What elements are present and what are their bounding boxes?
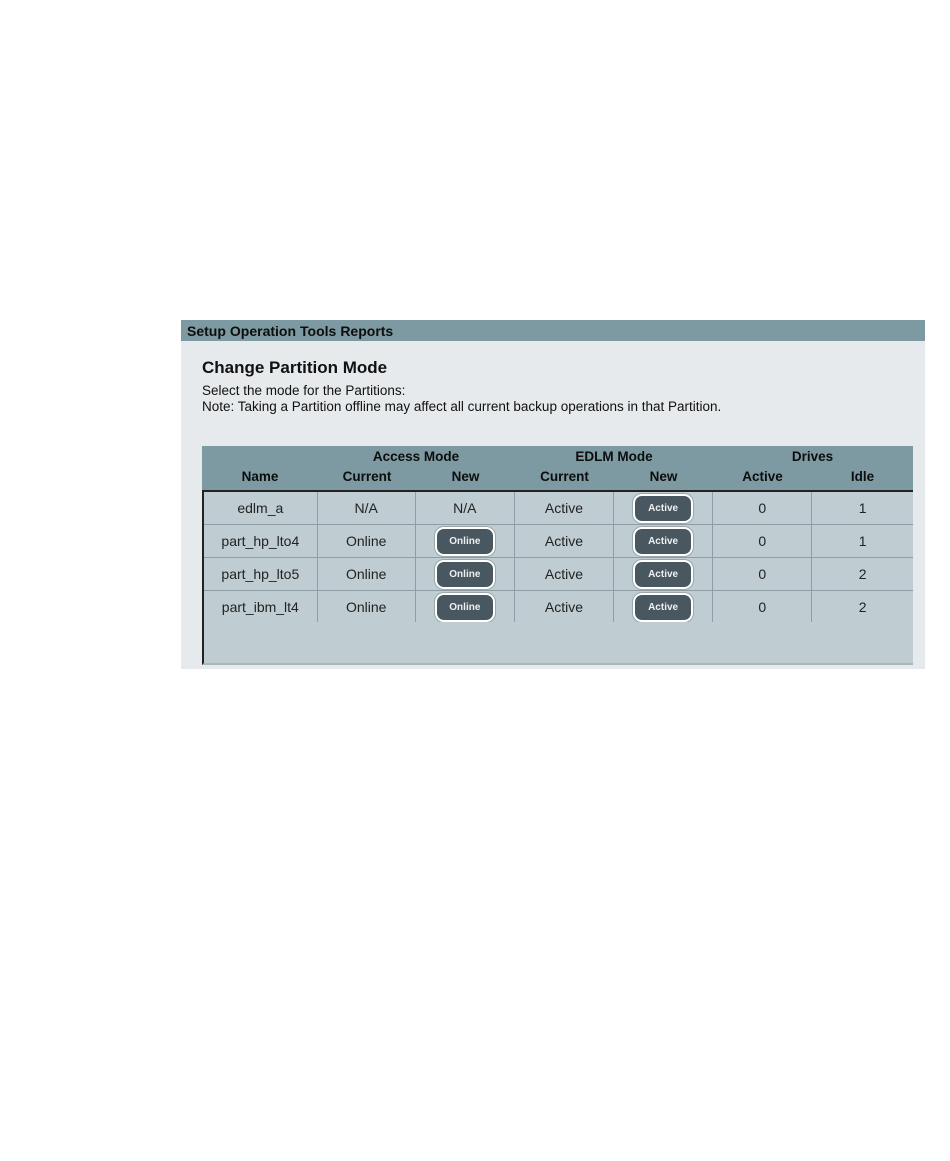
page-description <box>202 383 721 415</box>
access-mode-online-button[interactable]: Online <box>437 595 493 620</box>
edlm-mode-new-cell <box>614 491 713 525</box>
access-mode-new-cell <box>415 558 514 591</box>
drives-idle: 2 <box>812 558 913 591</box>
access-mode-current: N/A <box>317 491 415 525</box>
edlm-mode-active-button[interactable]: Active <box>635 595 691 620</box>
access-mode-new-cell <box>415 525 514 558</box>
edlm-mode-active-button[interactable]: Active <box>635 496 691 521</box>
drives-active: 0 <box>713 591 812 624</box>
access-mode-new: N/A <box>415 491 514 525</box>
access-mode-current: Online <box>317 558 415 591</box>
access-mode-current: Online <box>317 591 415 624</box>
drives-idle: 1 <box>812 491 913 525</box>
column-header-access-new: New <box>451 469 480 484</box>
menu-setup[interactable]: Setup <box>187 322 226 339</box>
table-empty-area <box>202 622 913 665</box>
partition-table <box>202 446 913 664</box>
edlm-mode-current: Active <box>514 558 613 591</box>
menu-tools[interactable]: Tools <box>300 322 337 339</box>
edlm-mode-new-cell <box>614 591 713 624</box>
group-header-drives: Drives <box>791 449 834 464</box>
edlm-mode-new-cell <box>614 558 713 591</box>
drives-active: 0 <box>713 558 812 591</box>
partition-rows <box>202 490 913 624</box>
column-header-edlm-current: Current <box>540 469 589 484</box>
table-row <box>203 525 913 558</box>
menu-operation[interactable]: Operation <box>229 322 297 339</box>
access-mode-online-button[interactable]: Online <box>437 529 493 554</box>
column-header-drives-active: Active <box>742 469 783 484</box>
change-partition-mode-panel <box>181 320 925 669</box>
partition-name: part_hp_lto5 <box>203 558 317 591</box>
drives-idle: 1 <box>812 525 913 558</box>
partition-name: part_hp_lto4 <box>203 525 317 558</box>
menu-bar <box>181 320 925 341</box>
partition-name: part_ibm_lt4 <box>203 591 317 624</box>
access-mode-current: Online <box>317 525 415 558</box>
group-header-edlm-mode: EDLM Mode <box>575 449 653 464</box>
page-title: Change Partition Mode <box>202 358 388 377</box>
edlm-mode-active-button[interactable]: Active <box>635 562 691 587</box>
description-text: Select the mode for the Partitions: <box>202 383 406 398</box>
edlm-mode-current: Active <box>514 491 613 525</box>
menu-reports[interactable]: Reports <box>340 322 394 339</box>
table-header <box>202 446 913 490</box>
column-header-drives-idle: Idle <box>850 469 875 484</box>
drives-active: 0 <box>713 525 812 558</box>
group-header-access-mode: Access Mode <box>372 449 460 464</box>
column-header-edlm-new: New <box>649 469 678 484</box>
access-mode-new-cell <box>415 591 514 624</box>
table-row <box>203 591 913 624</box>
access-mode-online-button[interactable]: Online <box>437 562 493 587</box>
column-header-access-current: Current <box>342 469 392 484</box>
drives-idle: 2 <box>812 591 913 624</box>
column-header-name: Name <box>241 469 279 484</box>
edlm-mode-current: Active <box>514 525 613 558</box>
table-row <box>203 491 913 525</box>
partition-name: edlm_a <box>203 491 317 525</box>
table-row <box>203 558 913 591</box>
edlm-mode-new-cell <box>614 525 713 558</box>
note-text: Note: Taking a Partition offline may affect all current backup operations in that Partition. <box>202 399 722 414</box>
edlm-mode-active-button[interactable]: Active <box>635 529 691 554</box>
edlm-mode-current: Active <box>514 591 613 624</box>
drives-active: 0 <box>713 491 812 525</box>
